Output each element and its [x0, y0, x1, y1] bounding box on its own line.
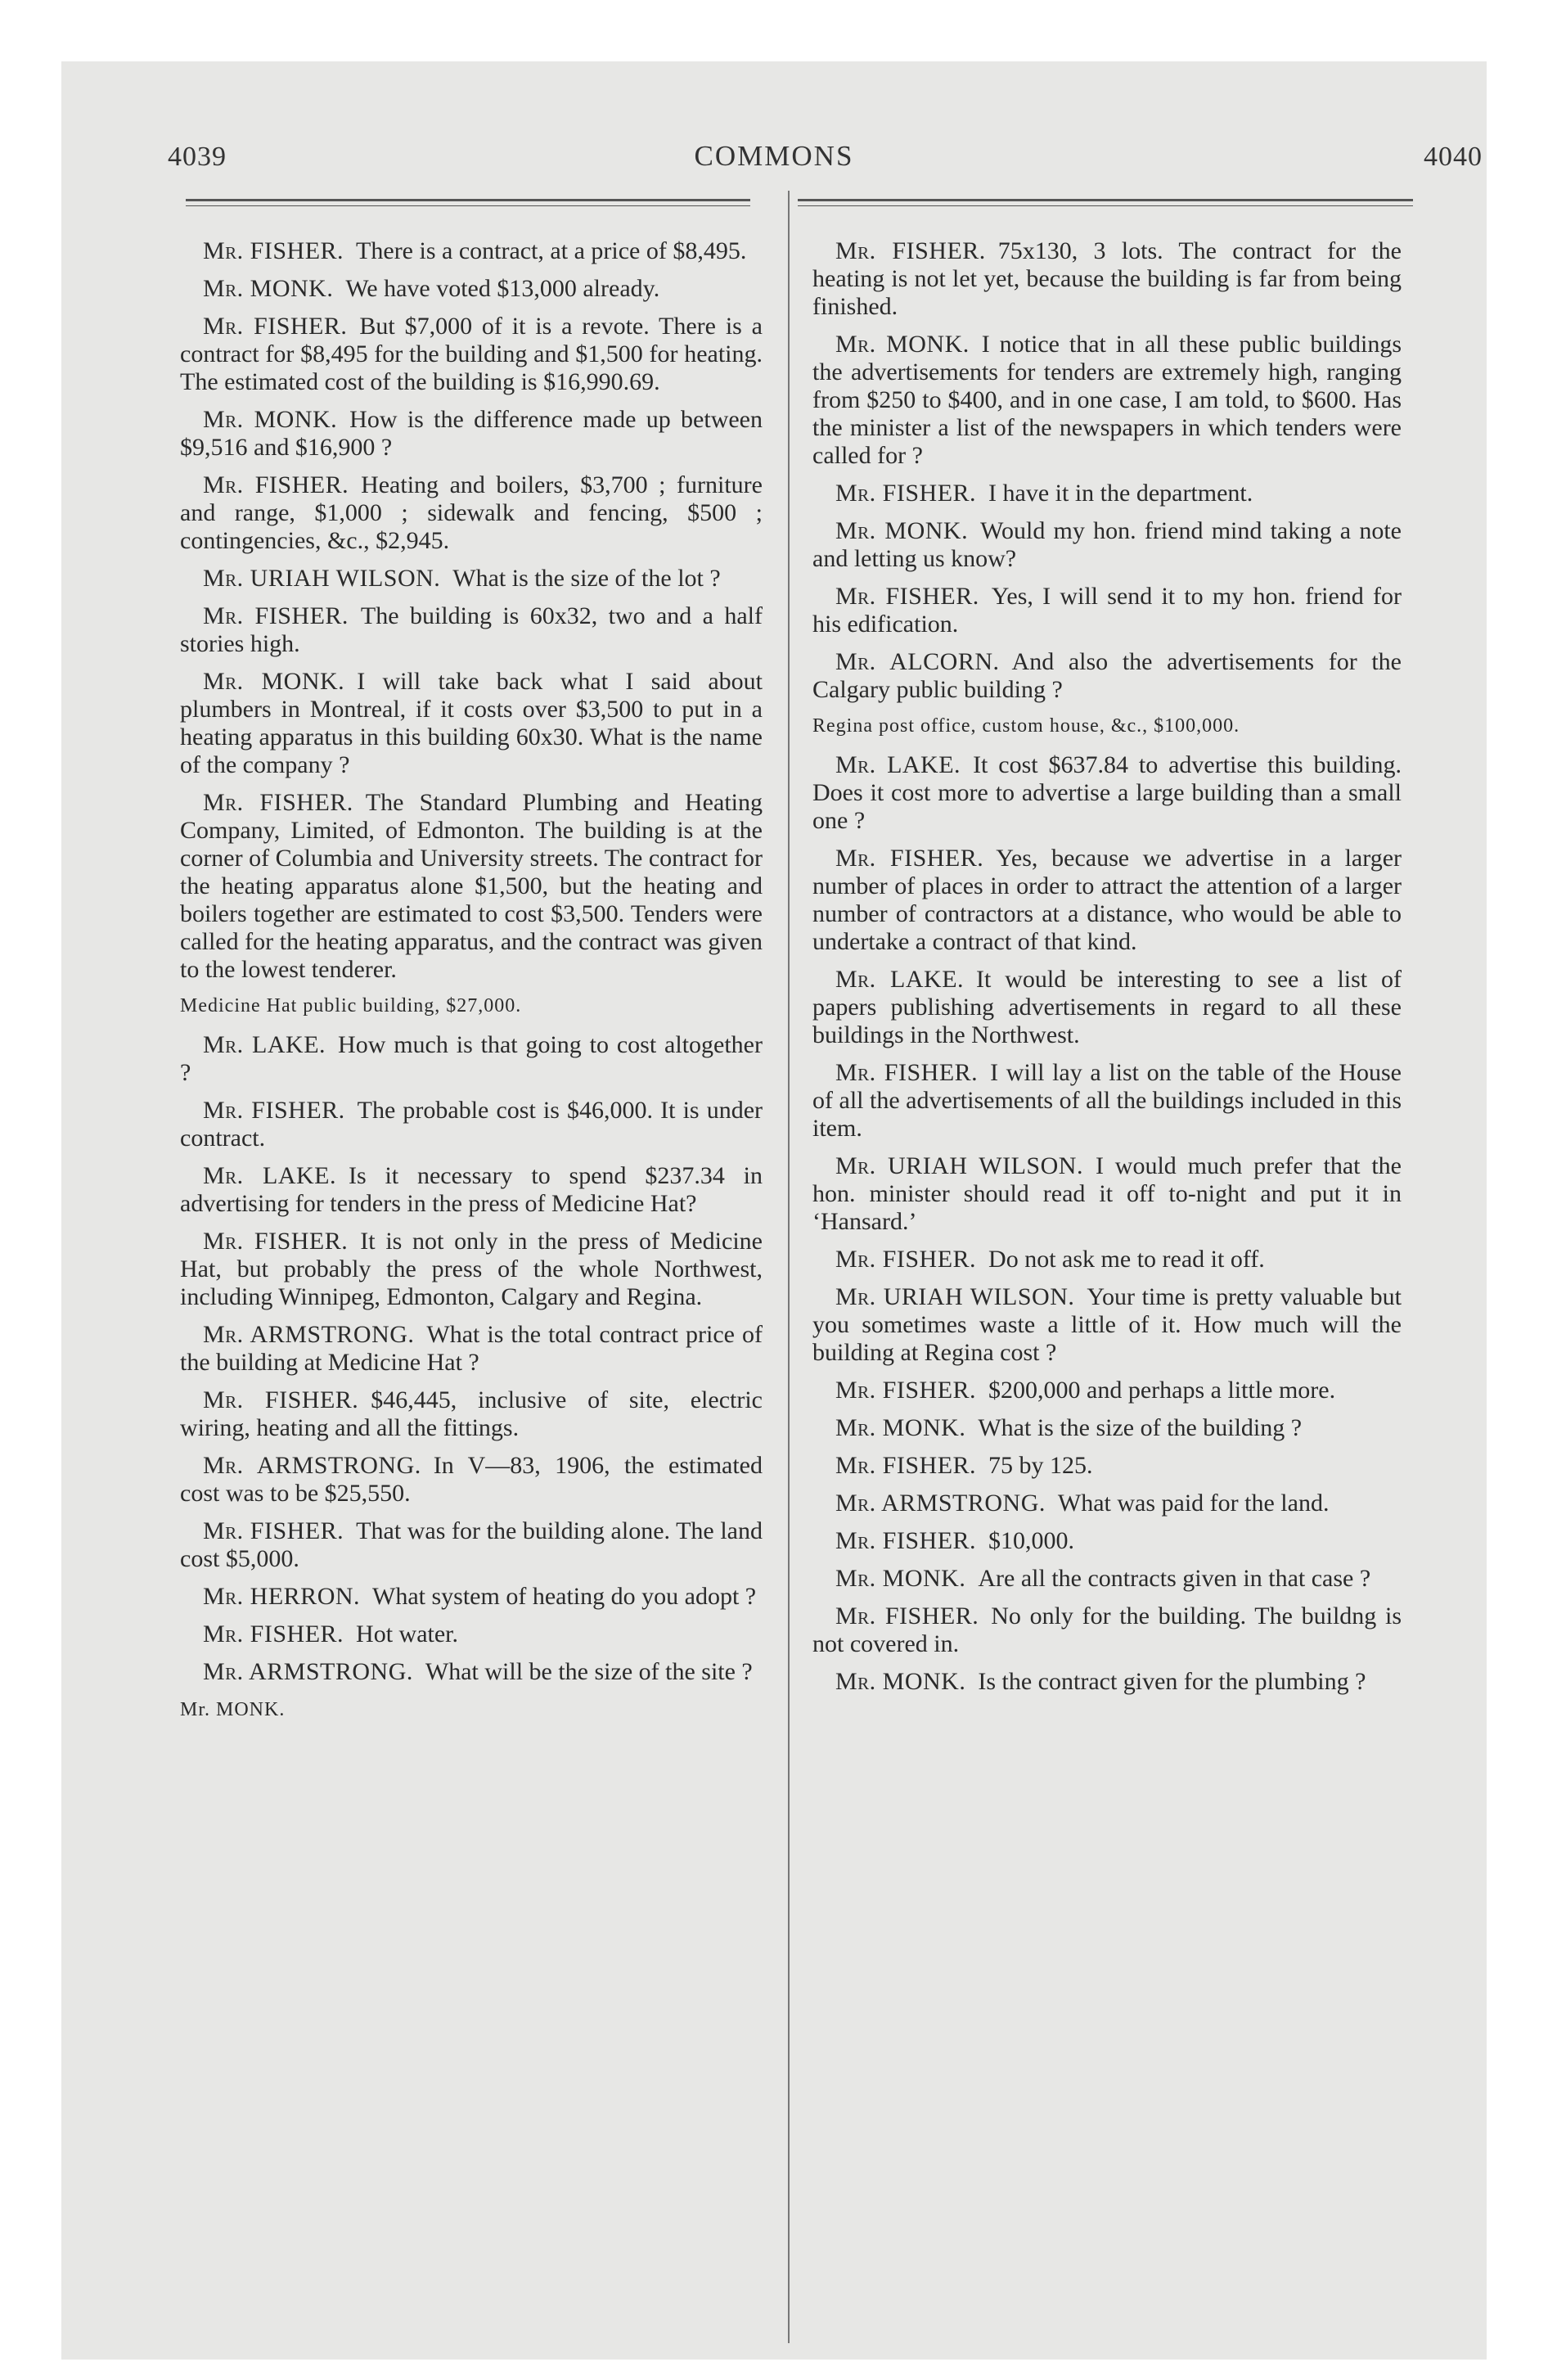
speech-paragraph [180, 1162, 763, 1218]
speech-paragraph [180, 471, 763, 555]
speech-text: That was for the building alone. The land cost $5,000. [180, 1517, 763, 1572]
speech-text: It cost $637.84 to advertise this building. Does it cost more to advertise a large building than a small one ? [812, 751, 1402, 834]
page-sheet [61, 61, 1487, 2360]
speech-paragraph [812, 1490, 1402, 1517]
speech-text: How is the difference made up between $9,516 and $16,900 ? [180, 406, 763, 461]
header-rule-left-thin [186, 205, 750, 206]
speaker-name: Mr. FISHER. [835, 480, 977, 507]
speaker-name: Mr. URIAH WILSON. [203, 565, 441, 592]
speech-text: It is not only in the press of Medicine Hat, but probably the press of the whole Northwest, including Winnipeg, Edmonton, Calgary and Regina. [180, 1228, 763, 1310]
speaker-name: Mr. FISHER. [835, 237, 986, 264]
speaker-name: Mr. LAKE. [203, 1031, 326, 1058]
speech-text: We have voted $13,000 already. [345, 275, 660, 302]
speech-paragraph [812, 1452, 1402, 1480]
speaker-name: Mr. LAKE. [203, 1162, 336, 1189]
speech-text: How much is that going to cost altogether ? [180, 1031, 763, 1086]
header-rule-left [186, 199, 750, 201]
estimate-item: Medicine Hat public building, $27,000. [180, 995, 522, 1016]
speech-text: But $7,000 of it is a revote. There is a contract for $8,495 for the building and $1,500 for heating. The estimated cost of the building is $16,990.69. [180, 313, 763, 395]
speech-text: Hot water. [356, 1620, 459, 1648]
speech-text: No only for the building. The buildng is not covered in. [812, 1602, 1402, 1657]
speech-text: $200,000 and perhaps a little more. [988, 1377, 1336, 1404]
speaker-name: Mr. ARMSTRONG. [203, 1658, 413, 1685]
running-title: COMMONS [694, 140, 854, 172]
speech-text: It would be interesting to see a list of papers publishing advertisements in regard to all these buildings in the Northwest. [812, 966, 1402, 1048]
speech-paragraph [180, 406, 763, 462]
header-rule-right [798, 199, 1413, 201]
speech-paragraph [812, 331, 1402, 470]
speech-paragraph [812, 845, 1402, 956]
speaker-name: Mr. ARMSTRONG. [203, 1321, 415, 1348]
speech-text: And also the advertisements for the Calgary public building ? [812, 648, 1402, 703]
speech-paragraph [812, 751, 1402, 835]
right-column [812, 237, 1402, 1706]
speaker-name: Mr. URIAH WILSON. [835, 1283, 1075, 1310]
speech-paragraph [180, 1031, 763, 1087]
speech-paragraph [180, 1097, 763, 1152]
speech-paragraph [812, 1283, 1402, 1367]
speaker-name: Mr. ARMSTRONG. [203, 1452, 421, 1479]
speech-paragraph [180, 1658, 763, 1686]
speech-text: What is the total contract price of the building at Medicine Hat ? [180, 1321, 763, 1376]
speaker-name: Mr. MONK. [835, 331, 970, 358]
speech-paragraph [180, 668, 763, 779]
speech-text: In V—83, 1906, the estimated cost was to be $25,550. [180, 1452, 763, 1507]
speech-text: Do not ask me to read it off. [988, 1246, 1265, 1273]
speaker-name: Mr. MONK. [203, 275, 334, 302]
speaker-name: Mr. FISHER. [835, 583, 979, 610]
speech-paragraph [180, 602, 763, 658]
speech-text: $46,445, inclusive of site, electric wiring, heating and all the fittings. [180, 1386, 763, 1441]
speech-text: Would my hon. friend mind taking a note and letting us know? [812, 517, 1402, 572]
speech-paragraph [180, 313, 763, 396]
speaker-name: Mr. FISHER. [835, 1452, 977, 1479]
speaker-name: Mr. MONK. [203, 668, 345, 695]
speech-text: What is the size of the lot ? [452, 565, 721, 592]
speaker-name: Mr. FISHER. [203, 1620, 344, 1648]
speaker-name: Mr. MONK. [835, 1565, 966, 1592]
speaker-name: Mr. FISHER. [835, 845, 984, 872]
speaker-name: Mr. FISHER. [203, 237, 344, 264]
speaker-name: Mr. MONK. [180, 1699, 286, 1720]
speech-text: The Standard Plumbing and Heating Company, Limited, of Edmonton. The building is at the corner of Columbia and University streets. The contract for the heating apparatus alone $1,500, but the heating and boilers together are estimated to cost $3,500. Tenders were called for the heating apparatus, and the contract was given to the lowest tenderer. [180, 789, 763, 983]
speaker-name: Mr. ALCORN. [835, 648, 1000, 675]
header-rule-right-thin [798, 205, 1413, 206]
speaker-name: Mr. FISHER. [835, 1602, 979, 1629]
speaker-name: Mr. MONK. [203, 406, 338, 433]
speech-text: Is it necessary to spend $237.34 in advertising for tenders in the press of Medicine Hat? [180, 1162, 763, 1217]
speaker-name: Mr. FISHER. [203, 1228, 349, 1255]
speaker-name: Mr. FISHER. [203, 1386, 359, 1413]
speech-paragraph [812, 1152, 1402, 1236]
speech-paragraph [812, 966, 1402, 1049]
speech-text: Are all the contracts given in that case ? [978, 1565, 1371, 1592]
speaker-name: Mr. FISHER. [203, 471, 349, 498]
speech-paragraph [180, 1321, 763, 1377]
speech-paragraph [812, 517, 1402, 573]
speech-text: What will be the size of the site ? [425, 1658, 753, 1685]
speech-paragraph [812, 1059, 1402, 1143]
speech-text: 75 by 125. [988, 1452, 1093, 1479]
speech-text: I notice that in all these public buildings the advertisements for tenders are extremely high, ranging from $250 to $400, and in one case, I am told, to $600. Has the minister a list of the newspapers in which tenders were called for ? [812, 331, 1402, 469]
left-column [180, 237, 763, 1724]
speech-paragraph [180, 1620, 763, 1648]
speech-text: I would much prefer that the hon. minister should read it off to-night and put it in ‘Hansard.’ [812, 1152, 1402, 1235]
speaker-name: Mr. LAKE. [835, 966, 965, 993]
speech-text: Is the contract given for the plumbing ? [978, 1668, 1366, 1695]
speech-paragraph [812, 1602, 1402, 1658]
speech-paragraph [812, 1246, 1402, 1273]
speech-paragraph [812, 480, 1402, 507]
speech-paragraph [812, 583, 1402, 638]
speech-paragraph [180, 1583, 763, 1611]
speech-paragraph [180, 1228, 763, 1311]
speech-paragraph [812, 648, 1402, 704]
speaker-name: Mr. FISHER. [203, 1517, 344, 1544]
column-divider [788, 191, 790, 2343]
speech-text: What system of heating do you adopt ? [372, 1583, 757, 1610]
speech-text: I will take back what I said about plumbers in Montreal, if it costs over $3,500 to put in a heating apparatus in this building 60x30. What is the name of the company ? [180, 668, 763, 778]
speaker-name: Mr. HERRON. [203, 1583, 361, 1610]
speaker-name: Mr. FISHER. [203, 313, 348, 340]
speaker-name: Mr. ARMSTRONG. [835, 1490, 1046, 1517]
speech-text: The building is 60x32, two and a half stories high. [180, 602, 763, 657]
speech-paragraph [812, 1668, 1402, 1696]
speaker-name: Mr. FISHER. [203, 789, 353, 816]
speech-paragraph [812, 1527, 1402, 1555]
speech-text: I will lay a list on the table of the House of all the advertisements of all the buildings included in this item. [812, 1059, 1402, 1142]
speech-text: There is a contract, at a price of $8,495. [356, 237, 747, 264]
speech-paragraph [812, 1377, 1402, 1404]
speech-paragraph [180, 1386, 763, 1442]
speech-paragraph [812, 1565, 1402, 1593]
speaker-name: Mr. MONK. [835, 517, 969, 544]
speech-paragraph [180, 565, 763, 593]
speaker-name: Mr. URIAH WILSON. [835, 1152, 1083, 1179]
speech-text: I have it in the department. [988, 480, 1253, 507]
speech-text: What was paid for the land. [1057, 1490, 1330, 1517]
speaker-name: Mr. FISHER. [835, 1246, 977, 1273]
speech-paragraph [180, 275, 763, 303]
speaker-name: Mr. LAKE. [835, 751, 961, 778]
speech-text: 75x130, 3 lots. The contract for the heating is not let yet, because the building is far from being finished. [812, 237, 1402, 320]
speech-paragraph [812, 237, 1402, 321]
speech-text: Yes, I will send it to my hon. friend for his edification. [812, 583, 1402, 638]
speaker-name: Mr. MONK. [835, 1414, 966, 1441]
speech-paragraph [180, 789, 763, 984]
speech-text: Heating and boilers, $3,700 ; furniture and range, $1,000 ; sidewalk and fencing, $500 ; contingencies, &c., $2,945. [180, 471, 763, 554]
speech-text: $10,000. [988, 1527, 1075, 1554]
speech-text: Yes, because we advertise in a larger number of places in order to attract the attention of a larger number of contractors at a distance, who would be able to undertake a contract of that kind. [812, 845, 1402, 955]
speech-paragraph [180, 1452, 763, 1508]
speaker-name: Mr. FISHER. [203, 1097, 345, 1124]
right-page-number: 4040 [1424, 142, 1483, 172]
speech-text: The probable cost is $46,000. It is under contract. [180, 1097, 763, 1152]
speech-paragraph [180, 1517, 763, 1573]
speech-paragraph [180, 237, 763, 265]
speech-paragraph [812, 1414, 1402, 1442]
left-page-number: 4039 [168, 142, 227, 172]
speaker-name: Mr. FISHER. [203, 602, 349, 629]
speech-text: Your time is pretty valuable but you sometimes waste a little of it. How much will the building at Regina cost ? [812, 1283, 1402, 1366]
speaker-name: Mr. MONK. [835, 1668, 966, 1695]
speaker-name: Mr. FISHER. [835, 1059, 979, 1086]
speech-text: What is the size of the building ? [978, 1414, 1303, 1441]
estimate-item: Regina post office, custom house, &c., $100,000. [812, 715, 1240, 737]
speaker-name: Mr. FISHER. [835, 1377, 977, 1404]
speaker-name: Mr. FISHER. [835, 1527, 977, 1554]
